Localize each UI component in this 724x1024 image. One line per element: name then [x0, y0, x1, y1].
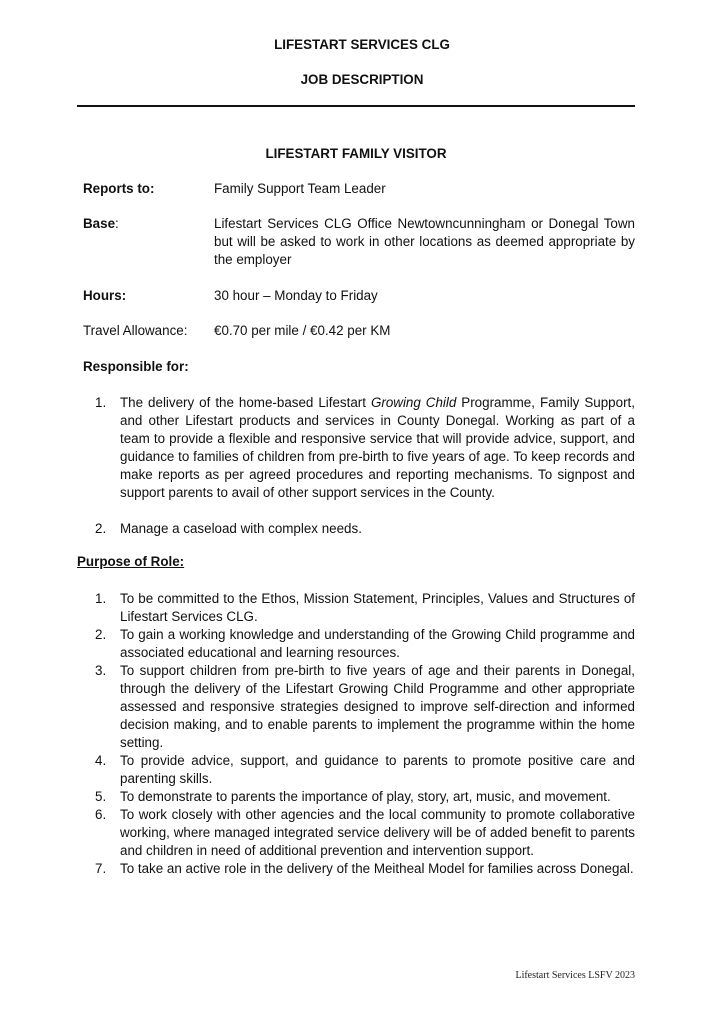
list-number: 3.	[95, 663, 107, 678]
responsible-heading: Responsible for:	[83, 359, 189, 374]
list-text: To provide advice, support, and guidance to parents to promote positive care and parenting skills.	[120, 753, 635, 786]
list-text: Manage a caseload with complex needs.	[120, 521, 362, 536]
list-number: 2.	[95, 521, 107, 536]
responsible-list	[95, 394, 635, 538]
list-item	[95, 752, 635, 788]
role-title: LIFESTART FAMILY VISITOR	[265, 146, 447, 161]
purpose-list	[95, 590, 635, 878]
list-item	[95, 860, 635, 878]
list-item	[95, 394, 635, 502]
reports-to-label: Reports to:	[83, 181, 155, 196]
list-text: To support children from pre-birth to five years of age and their parents in Donegal, through the delivery of the Lifestart Growing Child Programme and other appropriate assessed and responsive strategies designed to improve self-direction and informed decision making, and to enable parents to implement the programme within the home setting.	[120, 663, 635, 750]
list-number: 2.	[95, 627, 107, 642]
base-label-colon: :	[115, 216, 119, 231]
list-text: To work closely with other agencies and the local community to promote collaborative working, where managed integrated service delivery will be of added benefit to parents and children in need of additional prevention and intervention support.	[120, 807, 635, 858]
list-item	[95, 806, 635, 860]
list-text: To be committed to the Ethos, Mission Statement, Principles, Values and Structures of Lifestart Services CLG.	[120, 591, 635, 624]
list-text: To take an active role in the delivery of the Meitheal Model for families across Donegal.	[120, 861, 634, 876]
list-number: 4.	[95, 753, 107, 768]
list-item	[95, 788, 635, 806]
travel-label: Travel Allowance:	[83, 323, 188, 338]
list-text-after: Programme, Family Support, and other Lifestart products and services in County Donegal. Working as part of a team to provide a flexible and responsive service that will provide advice, support, and guidance to families of children from pre-birth to five years of age. To keep records and make reports as per agreed procedures and reporting mechanisms. To signpost and support parents to avail of other support services in the County.	[120, 395, 635, 500]
purpose-heading: Purpose of Role:	[77, 554, 185, 569]
list-number: 7.	[95, 861, 107, 876]
horizontal-rule	[77, 105, 635, 107]
hours-label: Hours:	[83, 288, 127, 303]
list-text: To demonstrate to parents the importance of play, story, art, music, and movement.	[120, 789, 611, 804]
reports-to-value: Family Support Team Leader	[214, 181, 386, 196]
list-item	[95, 626, 635, 662]
base-label	[83, 215, 213, 233]
list-item	[95, 662, 635, 752]
list-number: 1.	[95, 395, 107, 410]
list-text: To gain a working knowledge and understanding of the Growing Child programme and associated educational and learning resources.	[120, 627, 635, 660]
base-value: Lifestart Services CLG Office Newtowncunningham or Donegal Town but will be asked to work in other locations as deemed appropriate by the employer	[214, 216, 635, 267]
base-label-text: Base	[83, 216, 116, 231]
list-number: 6.	[95, 807, 107, 822]
hours-value: 30 hour – Monday to Friday	[214, 288, 378, 303]
list-item	[95, 590, 635, 626]
list-number: 5.	[95, 789, 107, 804]
list-text-italic: Growing Child	[370, 395, 457, 410]
document-title: JOB DESCRIPTION	[300, 72, 424, 87]
list-number: 1.	[95, 591, 107, 606]
organisation-title: LIFESTART SERVICES CLG	[274, 37, 450, 52]
list-item	[95, 520, 635, 538]
travel-value: €0.70 per mile / €0.42 per KM	[214, 323, 391, 338]
list-text-before: The delivery of the home-based Lifestart	[120, 395, 371, 410]
page-footer: Lifestart Services LSFV 2023	[515, 970, 635, 981]
